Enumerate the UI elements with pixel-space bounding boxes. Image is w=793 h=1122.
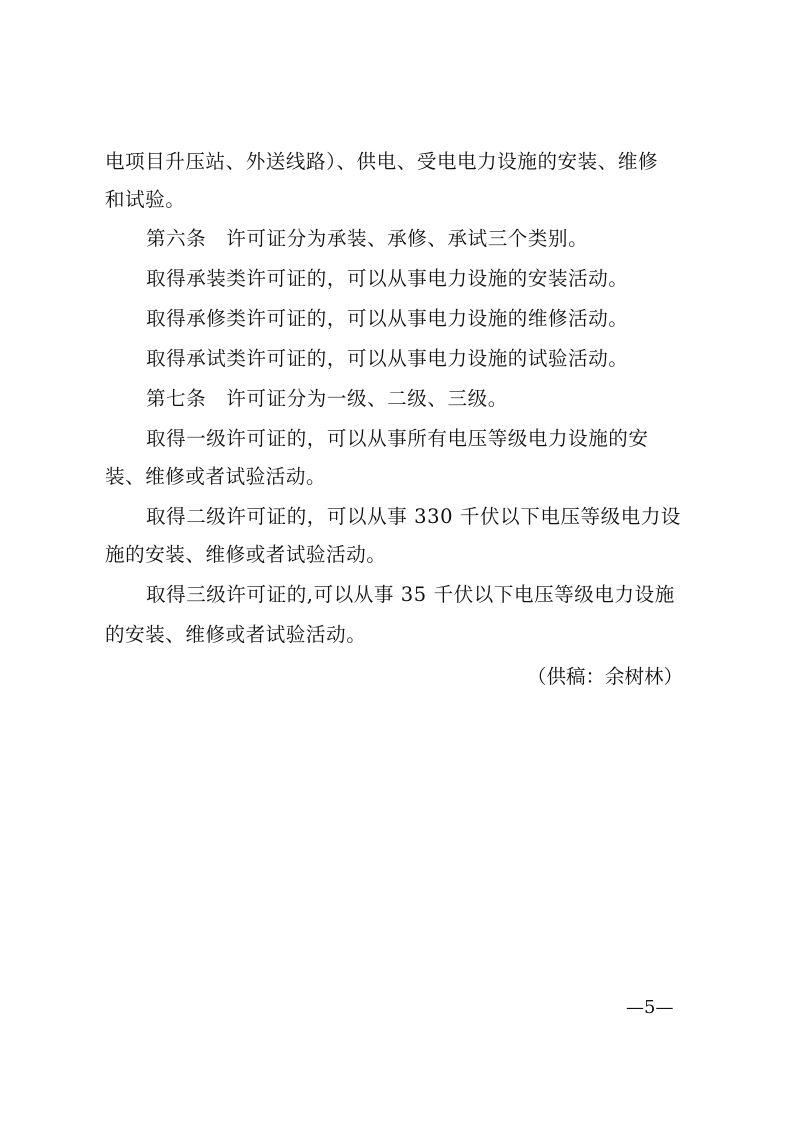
second-grade-license-line-1: 取得二级许可证的，可以从事 330 千伏以下电压等级电力设 bbox=[146, 505, 682, 528]
first-grade-license-line-2: 装、维修或者试验活动。 bbox=[105, 465, 327, 488]
installation-license-text: 取得承装类许可证的，可以从事电力设施的安装活动。 bbox=[146, 267, 629, 290]
testing-license-text: 取得承试类许可证的，可以从事电力设施的试验活动。 bbox=[146, 347, 629, 370]
contributor-signature: （供稿：余树林） bbox=[526, 665, 683, 688]
first-grade-license-line-1: 取得一级许可证的，可以从事所有电压等级电力设施的安 bbox=[146, 427, 649, 450]
second-grade-license-line-2: 施的安装、维修或者试验活动。 bbox=[105, 543, 387, 566]
third-grade-license-line-2: 的安装、维修或者试验活动。 bbox=[105, 623, 367, 646]
page-number: —5— bbox=[626, 997, 674, 1018]
paragraph-line-1: 电项目升压站、外送线路）、供电、受电电力设施的安装、维修 bbox=[105, 150, 659, 173]
article-7-heading: 第七条 许可证分为一级、二级、三级。 bbox=[146, 387, 508, 410]
repair-license-text: 取得承修类许可证的，可以从事电力设施的维修活动。 bbox=[146, 307, 629, 330]
third-grade-license-line-1: 取得三级许可证的,可以从事 35 千伏以下电压等级电力设施 bbox=[146, 583, 675, 606]
paragraph-line-2: 和试验。 bbox=[105, 188, 186, 211]
article-6-heading: 第六条 许可证分为承装、承修、承试三个类别。 bbox=[146, 227, 589, 250]
